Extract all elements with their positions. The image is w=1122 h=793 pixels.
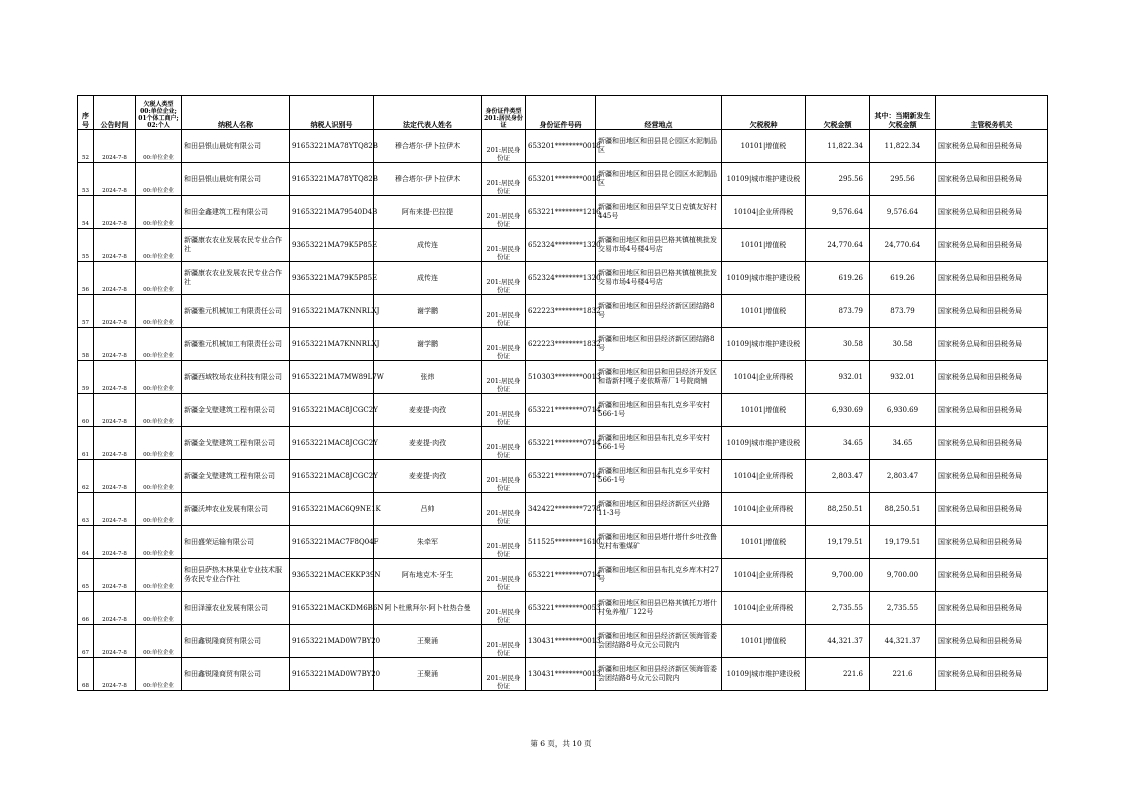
row-number-cell: 53 <box>78 163 94 196</box>
taxpayer-type-cell: 00:单位企业 <box>136 328 182 361</box>
id-type-cell: 201:居民身份证 <box>482 295 526 328</box>
tax-type-cell: 10101|增值税 <box>722 526 806 559</box>
table-row <box>78 427 1048 460</box>
col-header: 欠税税种 <box>722 96 806 130</box>
taxpayer-id-cell: 93653221MACEKKP39N <box>290 559 374 592</box>
tax-type-cell: 10104|企业所得税 <box>722 592 806 625</box>
business-address-cell: 新疆和田地区和田县巴格其镇托万塔什村兔养殖厂122号 <box>596 592 722 625</box>
arrears-amount-cell: 221.6 <box>806 658 870 691</box>
taxpayer-id-cell: 91653221MACKDM6B6N <box>290 592 374 625</box>
tax-office-cell: 国家税务总局和田县税务局 <box>936 262 1048 295</box>
business-address-cell: 新疆和田地区和田县经济新区领海管委会团结路8号众元公司院内 <box>596 625 722 658</box>
notice-date-cell: 2024-7-8 <box>94 130 136 163</box>
row-number-cell: 58 <box>78 328 94 361</box>
row-number-cell: 68 <box>78 658 94 691</box>
notice-date-cell: 2024-7-8 <box>94 658 136 691</box>
tax-office-cell: 国家税务总局和田县税务局 <box>936 130 1048 163</box>
taxpayer-name-cell: 新疆金戈壁建筑工程有限公司 <box>182 460 290 493</box>
id-type-cell: 201:居民身份证 <box>482 526 526 559</box>
taxpayer-id-cell: 91653221MAC8JCGC2Y <box>290 394 374 427</box>
notice-date-cell: 2024-7-8 <box>94 262 136 295</box>
table-row <box>78 625 1048 658</box>
id-type-cell: 201:居民身份证 <box>482 625 526 658</box>
legal-representative-cell: 阿卜杜熏拜尔·阿卜杜热合曼 <box>374 592 482 625</box>
new-arrears-amount-cell: 30.58 <box>870 328 936 361</box>
new-arrears-amount-cell: 24,770.64 <box>870 229 936 262</box>
legal-representative-cell: 麦麦提·肉孜 <box>374 427 482 460</box>
row-number-cell: 52 <box>78 130 94 163</box>
tax-type-cell: 10101|增值税 <box>722 229 806 262</box>
id-number-cell: 653221********0053 <box>526 592 596 625</box>
id-number-cell: 622223********1832 <box>526 328 596 361</box>
taxpayer-name-cell: 和田鑫锐隆商贸有限公司 <box>182 658 290 691</box>
col-header: 经营地点 <box>596 96 722 130</box>
taxpayer-type-cell: 00:单位企业 <box>136 163 182 196</box>
arrears-amount-cell: 295.56 <box>806 163 870 196</box>
taxpayer-type-cell: 00:单位企业 <box>136 229 182 262</box>
taxpayer-id-cell: 91653221MAD0W7BY20 <box>290 658 374 691</box>
col-header: 主管税务机关 <box>936 96 1048 130</box>
taxpayer-name-cell: 和田盛荣运输有限公司 <box>182 526 290 559</box>
table-row <box>78 658 1048 691</box>
id-type-cell: 201:居民身份证 <box>482 196 526 229</box>
tax-office-cell: 国家税务总局和田县税务局 <box>936 493 1048 526</box>
notice-date-cell: 2024-7-8 <box>94 361 136 394</box>
taxpayer-id-cell: 91653221MAC8JCGC2Y <box>290 460 374 493</box>
notice-date-cell: 2024-7-8 <box>94 625 136 658</box>
business-address-cell: 新疆和田地区和田县巴格其镇植桃批发交易市场4号楼4号店 <box>596 229 722 262</box>
tax-type-cell: 10101|增值税 <box>722 625 806 658</box>
new-arrears-amount-cell: 11,822.34 <box>870 130 936 163</box>
id-type-cell: 201:居民身份证 <box>482 592 526 625</box>
taxpayer-name-cell: 新疆雅元机械加工有限责任公司 <box>182 295 290 328</box>
table-row <box>78 163 1048 196</box>
tax-type-cell: 10104|企业所得税 <box>722 559 806 592</box>
table-row <box>78 130 1048 163</box>
taxpayer-name-cell: 新疆西域牧场农业科技有限公司 <box>182 361 290 394</box>
tax-type-cell: 10101|增值税 <box>722 295 806 328</box>
new-arrears-amount-cell: 2,735.55 <box>870 592 936 625</box>
id-number-cell: 510303********0013 <box>526 361 596 394</box>
taxpayer-name-cell: 新疆康农农业发展农民专业合作社 <box>182 262 290 295</box>
notice-date-cell: 2024-7-8 <box>94 229 136 262</box>
id-type-cell: 201:居民身份证 <box>482 658 526 691</box>
legal-representative-cell: 穆合塔尔·伊卜拉伊木 <box>374 130 482 163</box>
taxpayer-name-cell: 和田鑫锐隆商贸有限公司 <box>182 625 290 658</box>
legal-representative-cell: 谢学鹏 <box>374 295 482 328</box>
col-header: 身份证件类型 201:居民身份证 <box>482 96 526 130</box>
id-number-cell: 653221********0714 <box>526 559 596 592</box>
table-row <box>78 328 1048 361</box>
legal-representative-cell: 王聚涌 <box>374 625 482 658</box>
notice-date-cell: 2024-7-8 <box>94 592 136 625</box>
business-address-cell: 新疆和田地区和田县罕艾日克镇友好村445号 <box>596 196 722 229</box>
new-arrears-amount-cell: 932.01 <box>870 361 936 394</box>
notice-date-cell: 2024-7-8 <box>94 328 136 361</box>
business-address-cell: 新疆和田地区和田县经济新区领海管委会团结路8号众元公司院内 <box>596 658 722 691</box>
id-number-cell: 342422********7278 <box>526 493 596 526</box>
page-footer: 第 6 页，共 10 页 <box>530 739 592 748</box>
arrears-amount-cell: 619.26 <box>806 262 870 295</box>
col-header: 法定代表人姓名 <box>374 96 482 130</box>
taxpayer-id-cell: 93653221MA79K5P85E <box>290 262 374 295</box>
id-number-cell: 653201********0018 <box>526 163 596 196</box>
taxpayer-type-cell: 00:单位企业 <box>136 394 182 427</box>
table-row <box>78 493 1048 526</box>
tax-type-cell: 10104|企业所得税 <box>722 361 806 394</box>
tax-type-cell: 10101|增值税 <box>722 394 806 427</box>
tax-office-cell: 国家税务总局和田县税务局 <box>936 328 1048 361</box>
taxpayer-type-cell: 00:单位企业 <box>136 361 182 394</box>
legal-representative-cell: 阿布地克木·牙生 <box>374 559 482 592</box>
legal-representative-cell: 麦麦提·肉孜 <box>374 394 482 427</box>
row-number-cell: 63 <box>78 493 94 526</box>
taxpayer-type-cell: 00:单位企业 <box>136 460 182 493</box>
business-address-cell: 新疆和田地区和田县巴格其镇植桃批发交易市场4号楼4号店 <box>596 262 722 295</box>
taxpayer-name-cell: 和田县银山晨烷有限公司 <box>182 163 290 196</box>
arrears-amount-cell: 2,803.47 <box>806 460 870 493</box>
id-number-cell: 511525********1610 <box>526 526 596 559</box>
tax-office-cell: 国家税务总局和田县税务局 <box>936 295 1048 328</box>
taxpayer-id-cell: 91653221MAC7F8Q04F <box>290 526 374 559</box>
taxpayer-type-cell: 00:单位企业 <box>136 262 182 295</box>
notice-date-cell: 2024-7-8 <box>94 559 136 592</box>
id-number-cell: 130431********0013 <box>526 658 596 691</box>
taxpayer-id-cell: 91653221MA79540D4B <box>290 196 374 229</box>
taxpayer-id-cell: 91653221MAD0W7BY20 <box>290 625 374 658</box>
col-header: 纳税人名称 <box>182 96 290 130</box>
business-address-cell: 新疆和田地区和田县昆仑园区水泥制品区 <box>596 130 722 163</box>
arrears-amount-cell: 932.01 <box>806 361 870 394</box>
id-number-cell: 653221********0714 <box>526 460 596 493</box>
table-row <box>78 394 1048 427</box>
col-header: 序号 <box>78 96 94 130</box>
id-type-cell: 201:居民身份证 <box>482 130 526 163</box>
taxpayer-type-cell: 00:单位企业 <box>136 295 182 328</box>
col-header: 身份证件号码 <box>526 96 596 130</box>
taxpayer-name-cell: 新疆金戈壁建筑工程有限公司 <box>182 394 290 427</box>
arrears-amount-cell: 44,321.37 <box>806 625 870 658</box>
id-type-cell: 201:居民身份证 <box>482 427 526 460</box>
taxpayer-id-cell: 91653221MA7KNNRLXJ <box>290 328 374 361</box>
tax-office-cell: 国家税务总局和田县税务局 <box>936 427 1048 460</box>
table-row <box>78 460 1048 493</box>
table-row <box>78 592 1048 625</box>
id-type-cell: 201:居民身份证 <box>482 394 526 427</box>
taxpayer-id-cell: 91653221MAC8JCGC2Y <box>290 427 374 460</box>
business-address-cell: 新疆和田地区和田县经济新区团结路8号 <box>596 295 722 328</box>
business-address-cell: 新疆和田地区和田县经济新区团结路8号 <box>596 328 722 361</box>
table-row <box>78 229 1048 262</box>
tax-office-cell: 国家税务总局和田县税务局 <box>936 361 1048 394</box>
arrears-amount-cell: 30.58 <box>806 328 870 361</box>
arrears-amount-cell: 19,179.51 <box>806 526 870 559</box>
id-type-cell: 201:居民身份证 <box>482 460 526 493</box>
legal-representative-cell: 谢学鹏 <box>374 328 482 361</box>
table-row <box>78 295 1048 328</box>
new-arrears-amount-cell: 619.26 <box>870 262 936 295</box>
taxpayer-type-cell: 00:单位企业 <box>136 592 182 625</box>
row-number-cell: 66 <box>78 592 94 625</box>
new-arrears-amount-cell: 221.6 <box>870 658 936 691</box>
table-row <box>78 361 1048 394</box>
tax-office-cell: 国家税务总局和田县税务局 <box>936 592 1048 625</box>
tax-type-cell: 10104|企业所得税 <box>722 493 806 526</box>
col-header: 欠税人类型 00:单位企业; 01个体工商户; 02:个人 <box>136 96 182 130</box>
tax-type-cell: 10109|城市维护建设税 <box>722 163 806 196</box>
arrears-amount-cell: 11,822.34 <box>806 130 870 163</box>
row-number-cell: 60 <box>78 394 94 427</box>
row-number-cell: 65 <box>78 559 94 592</box>
taxpayer-type-cell: 00:单位企业 <box>136 130 182 163</box>
business-address-cell: 新疆和田地区和田县布扎克乡平安村566-1号 <box>596 460 722 493</box>
taxpayer-type-cell: 00:单位企业 <box>136 526 182 559</box>
id-number-cell: 130431********0013 <box>526 625 596 658</box>
taxpayer-name-cell: 和田县银山晨烷有限公司 <box>182 130 290 163</box>
id-type-cell: 201:居民身份证 <box>482 229 526 262</box>
new-arrears-amount-cell: 34.65 <box>870 427 936 460</box>
taxpayer-name-cell: 和田泽濠农业发展有限公司 <box>182 592 290 625</box>
tax-type-cell: 10104|企业所得税 <box>722 196 806 229</box>
new-arrears-amount-cell: 6,930.69 <box>870 394 936 427</box>
taxpayer-type-cell: 00:单位企业 <box>136 427 182 460</box>
row-number-cell: 54 <box>78 196 94 229</box>
business-address-cell: 新疆和田地区和田县塔什塔什乡吐孜鲁克村布雅煤矿 <box>596 526 722 559</box>
new-arrears-amount-cell: 88,250.51 <box>870 493 936 526</box>
tax-type-cell: 10101|增值税 <box>722 130 806 163</box>
id-type-cell: 201:居民身份证 <box>482 559 526 592</box>
col-header: 公告时间 <box>94 96 136 130</box>
business-address-cell: 新疆和田地区和田县昆仑园区水泥制品区 <box>596 163 722 196</box>
taxpayer-type-cell: 00:单位企业 <box>136 658 182 691</box>
row-number-cell: 55 <box>78 229 94 262</box>
tax-office-cell: 国家税务总局和田县税务局 <box>936 460 1048 493</box>
id-type-cell: 201:居民身份证 <box>482 361 526 394</box>
taxpayer-name-cell: 新疆康农农业发展农民专业合作社 <box>182 229 290 262</box>
new-arrears-amount-cell: 873.79 <box>870 295 936 328</box>
id-type-cell: 201:居民身份证 <box>482 163 526 196</box>
header-row <box>78 96 1048 130</box>
new-arrears-amount-cell: 44,321.37 <box>870 625 936 658</box>
notice-date-cell: 2024-7-8 <box>94 196 136 229</box>
legal-representative-cell: 成传连 <box>374 262 482 295</box>
taxpayer-type-cell: 00:单位企业 <box>136 493 182 526</box>
row-number-cell: 56 <box>78 262 94 295</box>
taxpayer-name-cell: 新疆沃坤农业发展有限公司 <box>182 493 290 526</box>
legal-representative-cell: 朱牵军 <box>374 526 482 559</box>
notice-date-cell: 2024-7-8 <box>94 394 136 427</box>
taxpayer-id-cell: 91653221MA78YTQ82B <box>290 163 374 196</box>
new-arrears-amount-cell: 9,576.64 <box>870 196 936 229</box>
taxpayer-type-cell: 00:单位企业 <box>136 625 182 658</box>
col-header: 其中：当期新发生欠税金额 <box>870 96 936 130</box>
arrears-amount-cell: 2,735.55 <box>806 592 870 625</box>
notice-date-cell: 2024-7-8 <box>94 427 136 460</box>
notice-date-cell: 2024-7-8 <box>94 295 136 328</box>
tax-office-cell: 国家税务总局和田县税务局 <box>936 559 1048 592</box>
business-address-cell: 新疆和田地区和田县和田县经济开发区和谐新村嘎子麦依斯蒂厂1号院商铺 <box>596 361 722 394</box>
taxpayer-id-cell: 91653221MA7MW89L7W <box>290 361 374 394</box>
tax-office-cell: 国家税务总局和田县税务局 <box>936 196 1048 229</box>
taxpayer-id-cell: 91653221MA78YTQ82B <box>290 130 374 163</box>
table-row <box>78 262 1048 295</box>
taxpayer-name-cell: 和田金鑫建筑工程有限公司 <box>182 196 290 229</box>
col-header: 欠税金额 <box>806 96 870 130</box>
legal-representative-cell: 穆合塔尔·伊卜拉伊木 <box>374 163 482 196</box>
col-header: 纳税人识别号 <box>290 96 374 130</box>
id-number-cell: 652324********1320 <box>526 229 596 262</box>
business-address-cell: 新疆和田地区和田县经济新区兴业路11-3号 <box>596 493 722 526</box>
legal-representative-cell: 王聚涌 <box>374 658 482 691</box>
id-number-cell: 652324********1320 <box>526 262 596 295</box>
arrears-amount-cell: 88,250.51 <box>806 493 870 526</box>
taxpayer-id-cell: 91653221MA7KNNRLXJ <box>290 295 374 328</box>
arrears-amount-cell: 9,700.00 <box>806 559 870 592</box>
row-number-cell: 61 <box>78 427 94 460</box>
taxpayer-name-cell: 和田县萨热木林果业专业技术服务农民专业合作社 <box>182 559 290 592</box>
row-number-cell: 62 <box>78 460 94 493</box>
tax-office-cell: 国家税务总局和田县税务局 <box>936 229 1048 262</box>
notice-date-cell: 2024-7-8 <box>94 526 136 559</box>
legal-representative-cell: 成传连 <box>374 229 482 262</box>
legal-representative-cell: 吕帅 <box>374 493 482 526</box>
new-arrears-amount-cell: 9,700.00 <box>870 559 936 592</box>
tax-type-cell: 10109|城市维护建设税 <box>722 328 806 361</box>
business-address-cell: 新疆和田地区和田县布扎克乡库木村27号 <box>596 559 722 592</box>
arrears-amount-cell: 6,930.69 <box>806 394 870 427</box>
taxpayer-id-cell: 93653221MA79K5P85E <box>290 229 374 262</box>
tax-type-cell: 10104|企业所得税 <box>722 460 806 493</box>
notice-date-cell: 2024-7-8 <box>94 163 136 196</box>
legal-representative-cell: 张炜 <box>374 361 482 394</box>
notice-date-cell: 2024-7-8 <box>94 460 136 493</box>
tax-type-cell: 10109|城市维护建设税 <box>722 427 806 460</box>
tax-office-cell: 国家税务总局和田县税务局 <box>936 625 1048 658</box>
row-number-cell: 59 <box>78 361 94 394</box>
row-number-cell: 57 <box>78 295 94 328</box>
tax-type-cell: 10109|城市维护建设税 <box>722 262 806 295</box>
arrears-amount-cell: 873.79 <box>806 295 870 328</box>
taxpayer-name-cell: 新疆金戈壁建筑工程有限公司 <box>182 427 290 460</box>
table-row <box>78 196 1048 229</box>
tax-office-cell: 国家税务总局和田县税务局 <box>936 163 1048 196</box>
business-address-cell: 新疆和田地区和田县布扎克乡平安村566-1号 <box>596 427 722 460</box>
id-number-cell: 653221********0714 <box>526 427 596 460</box>
taxpayer-type-cell: 00:单位企业 <box>136 559 182 592</box>
id-number-cell: 653221********1216 <box>526 196 596 229</box>
row-number-cell: 67 <box>78 625 94 658</box>
table-row <box>78 559 1048 592</box>
id-number-cell: 653221********0714 <box>526 394 596 427</box>
tax-office-cell: 国家税务总局和田县税务局 <box>936 394 1048 427</box>
legal-representative-cell: 阿布来提·巴拉提 <box>374 196 482 229</box>
notice-date-cell: 2024-7-8 <box>94 493 136 526</box>
tax-office-cell: 国家税务总局和田县税务局 <box>936 526 1048 559</box>
legal-representative-cell: 麦麦提·肉孜 <box>374 460 482 493</box>
arrears-amount-cell: 9,576.64 <box>806 196 870 229</box>
id-type-cell: 201:居民身份证 <box>482 328 526 361</box>
new-arrears-amount-cell: 295.56 <box>870 163 936 196</box>
id-type-cell: 201:居民身份证 <box>482 493 526 526</box>
id-number-cell: 653201********0018 <box>526 130 596 163</box>
table-row <box>78 526 1048 559</box>
tax-type-cell: 10109|城市维护建设税 <box>722 658 806 691</box>
tax-office-cell: 国家税务总局和田县税务局 <box>936 658 1048 691</box>
taxpayer-type-cell: 00:单位企业 <box>136 196 182 229</box>
new-arrears-amount-cell: 2,803.47 <box>870 460 936 493</box>
taxpayer-id-cell: 91653221MAC6Q9NE1K <box>290 493 374 526</box>
id-type-cell: 201:居民身份证 <box>482 262 526 295</box>
id-number-cell: 622223********1832 <box>526 295 596 328</box>
row-number-cell: 64 <box>78 526 94 559</box>
new-arrears-amount-cell: 19,179.51 <box>870 526 936 559</box>
tax-arrears-table <box>77 95 1048 691</box>
taxpayer-name-cell: 新疆雅元机械加工有限责任公司 <box>182 328 290 361</box>
arrears-amount-cell: 24,770.64 <box>806 229 870 262</box>
business-address-cell: 新疆和田地区和田县布扎克乡平安村566-1号 <box>596 394 722 427</box>
arrears-amount-cell: 34.65 <box>806 427 870 460</box>
